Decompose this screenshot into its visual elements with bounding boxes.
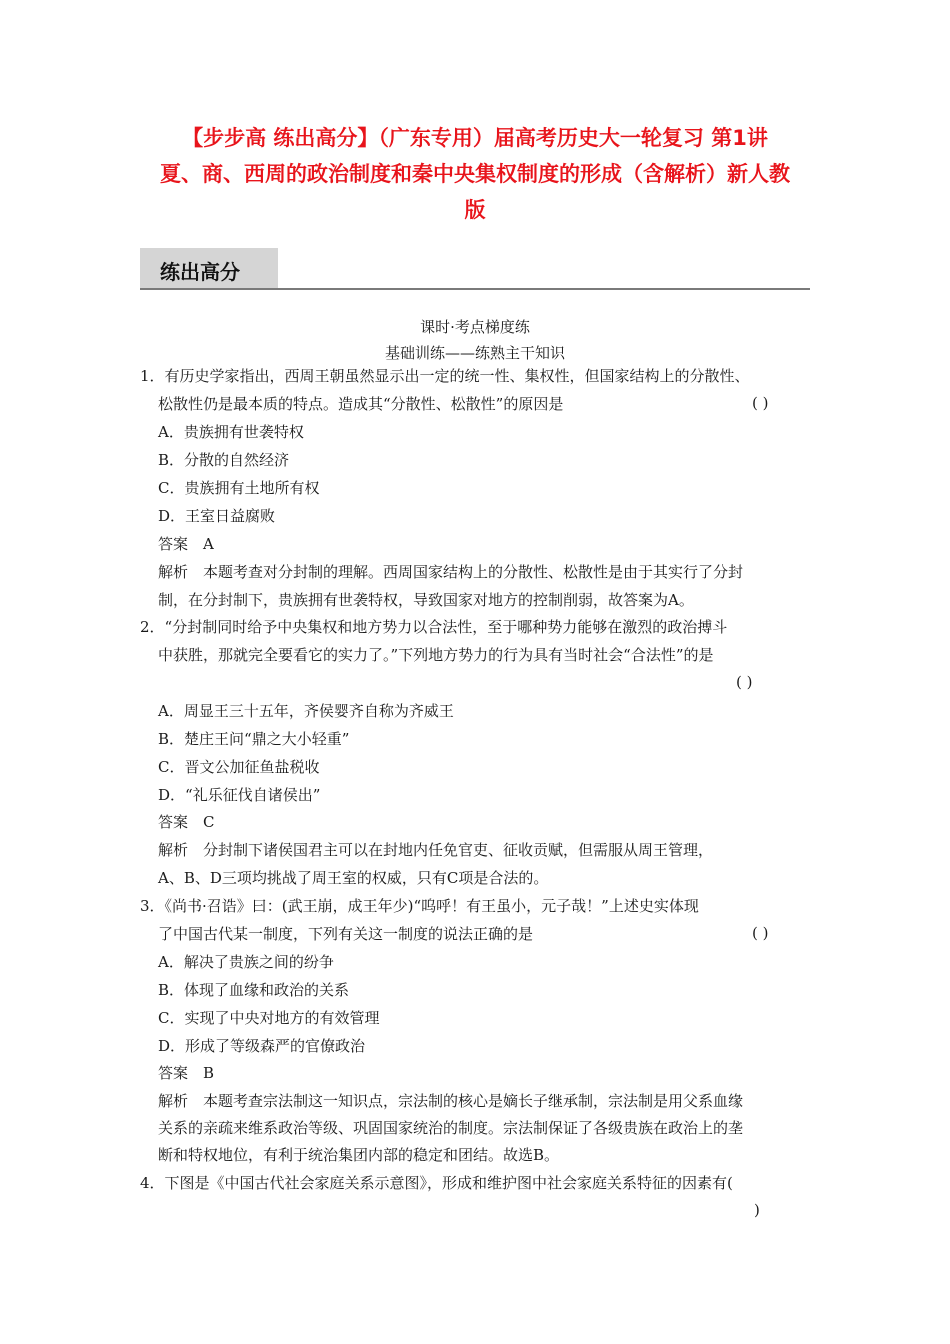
q4-answer-blank: ) bbox=[754, 1201, 760, 1219]
q1-option-b: B．分散的自然经济 bbox=[158, 451, 290, 469]
q3-option-c: C．实现了中央对地方的有效管理 bbox=[158, 1009, 380, 1027]
q3-analysis-line-3: 断和特权地位，有利于统治集团内部的稳定和团结。故选B。 bbox=[158, 1146, 560, 1164]
q2-stem-line-1: 2．“分封制同时给予中央集权和地方势力以合法性，至于哪种势力能够在激烈的政治搏斗 bbox=[140, 618, 728, 636]
section-label: 练出高分 bbox=[160, 260, 240, 284]
document-title bbox=[130, 120, 820, 228]
q3-option-b: B．体现了血缘和政治的关系 bbox=[158, 981, 350, 999]
q2-option-c: C．晋文公加征鱼盐税收 bbox=[158, 758, 320, 776]
q1-option-a: A．贵族拥有世袭特权 bbox=[158, 423, 304, 441]
q1-answer-blank: ( ) bbox=[752, 394, 769, 412]
q1-answer: 答案 A bbox=[158, 535, 214, 553]
q2-analysis-line-1: 解析 分封制下诸侯国君主可以在封地内任免官吏、征收贡赋，但需服从周王管理， bbox=[158, 841, 714, 859]
q1-analysis-line-1: 解析 本题考查对分封制的理解。西周国家结构上的分散性、松散性是由于其实行了分封 bbox=[158, 563, 744, 581]
q2-analysis-line-2: A、B、D三项均挑战了周王室的权威，只有C项是合法的。 bbox=[158, 869, 549, 887]
q2-option-b: B．楚庄王问“鼎之大小轻重” bbox=[158, 730, 350, 748]
q3-stem-line-1: 3．《尚书·召诰》曰：(武王崩，成王年少)“呜呼！有王虽小，元子哉！”上述史实体现 bbox=[140, 897, 699, 915]
q3-answer: 答案 B bbox=[158, 1064, 215, 1082]
q3-stem-line-2: 了中国古代某一制度，下列有关这一制度的说法正确的是 bbox=[158, 925, 534, 943]
q3-answer-blank: ( ) bbox=[752, 924, 769, 942]
q2-option-a: A．周显王三十五年，齐侯婴齐自称为齐威王 bbox=[158, 702, 454, 720]
q2-answer-blank: ( ) bbox=[736, 673, 753, 691]
q2-option-d: D．“礼乐征伐自诸侯出” bbox=[158, 786, 321, 804]
q3-analysis-line-1: 解析 本题考查宗法制这一知识点，宗法制的核心是嫡长子继承制，宗法制是用父系血缘 bbox=[158, 1092, 744, 1110]
title-line-2: 夏、商、西周的政治制度和秦中央集权制度的形成（含解析）新人教 bbox=[160, 162, 790, 186]
q1-stem-line-2: 松散性仍是最本质的特点。造成其“分散性、松散性”的原因是 bbox=[158, 395, 564, 413]
title-line-1: 【步步高 练出高分】（广东专用）届高考历史大一轮复习 第1讲 bbox=[182, 126, 768, 150]
section-tab bbox=[140, 248, 278, 288]
section-header bbox=[140, 248, 810, 290]
subtitle-line-1: 课时·考点梯度练 bbox=[420, 318, 530, 336]
q1-option-d: D．王室日益腐败 bbox=[158, 507, 276, 525]
q2-answer: 答案 C bbox=[158, 813, 215, 831]
q1-stem-line-1: 1．有历史学家指出，西周王朝虽然显示出一定的统一性、集权性，但国家结构上的分散性、 bbox=[140, 367, 750, 385]
q2-stem-line-2: 中获胜，那就完全要看它的实力了。”下列地方势力的行为具有当时社会“合法性”的是 bbox=[158, 646, 714, 664]
q1-option-c: C．贵族拥有土地所有权 bbox=[158, 479, 320, 497]
q4-stem-line-1: 4．下图是《中国古代社会家庭关系示意图》，形成和维护图中社会家庭关系特征的因素有( bbox=[140, 1174, 733, 1192]
subtitle-line-2: 基础训练——练熟主干知识 bbox=[384, 344, 565, 362]
q3-option-a: A．解决了贵族之间的纷争 bbox=[158, 953, 334, 971]
q3-option-d: D．形成了等级森严的官僚政治 bbox=[158, 1037, 366, 1055]
q3-analysis-line-2: 关系的亲疏来维系政治等级、巩固国家统治的制度。宗法制保证了各级贵族在政治上的垄 bbox=[158, 1119, 744, 1137]
title-line-3: 版 bbox=[464, 198, 486, 222]
q1-analysis-line-2: 制，在分封制下，贵族拥有世袭特权，导致国家对地方的控制削弱，故答案为A。 bbox=[158, 591, 694, 609]
